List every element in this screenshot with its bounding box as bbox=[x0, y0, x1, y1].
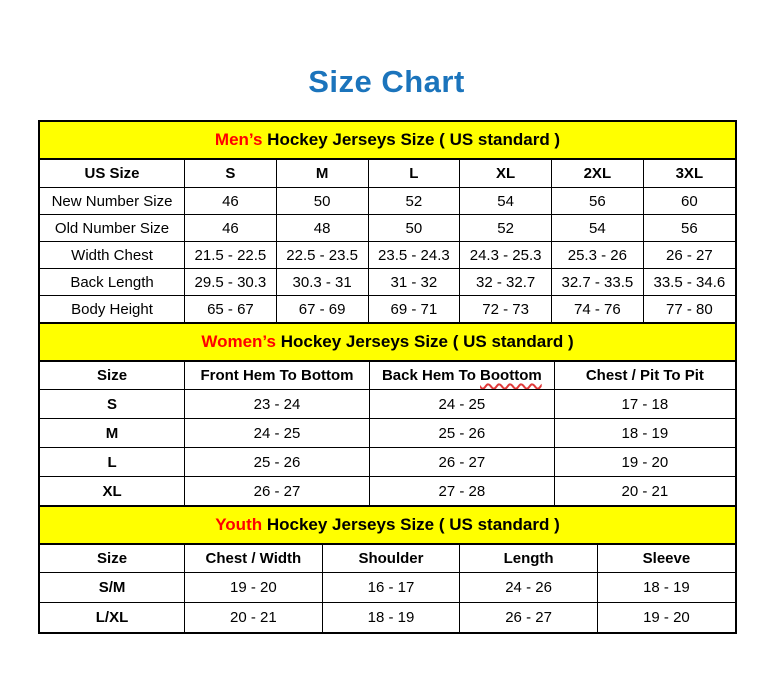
column-header: Size bbox=[40, 545, 185, 573]
size-value-cell: 24 - 25 bbox=[369, 390, 554, 419]
column-header: Back Hem To Boottom bbox=[369, 362, 554, 390]
table-row bbox=[40, 242, 735, 269]
size-chart-tables bbox=[38, 120, 737, 634]
size-value-cell: 54 bbox=[551, 215, 643, 242]
size-value-cell: 26 - 27 bbox=[460, 603, 598, 633]
table-row bbox=[40, 390, 735, 419]
size-value-cell: 74 - 76 bbox=[551, 296, 643, 323]
column-header: Chest / Pit To Pit bbox=[554, 362, 735, 390]
womens-size-table bbox=[40, 362, 735, 505]
size-value-cell: 19 - 20 bbox=[597, 603, 735, 633]
size-value-cell: 26 - 27 bbox=[185, 477, 370, 506]
size-value-cell: 29.5 - 30.3 bbox=[185, 269, 277, 296]
row-label: New Number Size bbox=[40, 188, 185, 215]
row-label: Old Number Size bbox=[40, 215, 185, 242]
youth-section-header bbox=[40, 505, 735, 545]
size-value-cell: 17 - 18 bbox=[554, 390, 735, 419]
size-value-cell: 52 bbox=[460, 215, 552, 242]
column-header: Length bbox=[460, 545, 598, 573]
column-header: Chest / Width bbox=[185, 545, 323, 573]
table-row bbox=[40, 419, 735, 448]
youth-section-title: Hockey Jerseys Size ( US standard ) bbox=[262, 515, 560, 534]
size-value-cell: 30.3 - 31 bbox=[276, 269, 368, 296]
womens-section-header bbox=[40, 322, 735, 362]
size-value-cell: 19 - 20 bbox=[185, 573, 323, 603]
size-value-cell: 25 - 26 bbox=[185, 448, 370, 477]
size-value-cell: 18 - 19 bbox=[322, 603, 460, 633]
mens-section-title: Hockey Jerseys Size ( US standard ) bbox=[262, 130, 561, 149]
size-value-cell: 48 bbox=[276, 215, 368, 242]
size-value-cell: 54 bbox=[460, 188, 552, 215]
size-value-cell: 24 - 25 bbox=[185, 419, 370, 448]
mens-size-table bbox=[40, 160, 735, 322]
column-header: Shoulder bbox=[322, 545, 460, 573]
size-value-cell: 50 bbox=[276, 188, 368, 215]
size-value-cell: 69 - 71 bbox=[368, 296, 460, 323]
row-label: S/M bbox=[40, 573, 185, 603]
size-value-cell: 67 - 69 bbox=[276, 296, 368, 323]
womens-header-row bbox=[40, 362, 735, 390]
table-row bbox=[40, 188, 735, 215]
row-label: S bbox=[40, 390, 185, 419]
column-header: US Size bbox=[40, 160, 185, 188]
table-row bbox=[40, 296, 735, 323]
column-header: Front Hem To Bottom bbox=[185, 362, 370, 390]
size-value-cell: 20 - 21 bbox=[185, 603, 323, 633]
table-row bbox=[40, 448, 735, 477]
row-label: Width Chest bbox=[40, 242, 185, 269]
size-value-cell: 33.5 - 34.6 bbox=[643, 269, 735, 296]
womens-section-title: Hockey Jerseys Size ( US standard ) bbox=[275, 332, 574, 351]
size-value-cell: 16 - 17 bbox=[322, 573, 460, 603]
size-value-cell: 32 - 32.7 bbox=[460, 269, 552, 296]
size-value-cell: 52 bbox=[368, 188, 460, 215]
size-value-cell: 27 - 28 bbox=[369, 477, 554, 506]
mens-section-highlight: Men’s bbox=[214, 130, 263, 149]
size-value-cell: 18 - 19 bbox=[554, 419, 735, 448]
size-value-cell: 20 - 21 bbox=[554, 477, 735, 506]
mens-section-header bbox=[40, 122, 735, 160]
column-header: S bbox=[185, 160, 277, 188]
page-title: Size Chart bbox=[308, 64, 465, 99]
size-value-cell: 26 - 27 bbox=[643, 242, 735, 269]
size-value-cell: 46 bbox=[185, 215, 277, 242]
size-value-cell: 32.7 - 33.5 bbox=[551, 269, 643, 296]
table-row bbox=[40, 477, 735, 506]
size-value-cell: 21.5 - 22.5 bbox=[185, 242, 277, 269]
table-row bbox=[40, 215, 735, 242]
misspelled-word: Boottom bbox=[480, 367, 542, 384]
youth-section-highlight: Youth bbox=[215, 515, 263, 534]
column-header: XL bbox=[460, 160, 552, 188]
womens-section-highlight: Women’s bbox=[201, 332, 276, 351]
column-header: 2XL bbox=[551, 160, 643, 188]
row-label: L bbox=[40, 448, 185, 477]
size-value-cell: 22.5 - 23.5 bbox=[276, 242, 368, 269]
size-value-cell: 23.5 - 24.3 bbox=[368, 242, 460, 269]
size-value-cell: 23 - 24 bbox=[185, 390, 370, 419]
size-value-cell: 77 - 80 bbox=[643, 296, 735, 323]
size-value-cell: 24 - 26 bbox=[460, 573, 598, 603]
row-label: L/XL bbox=[40, 603, 185, 633]
mens-header-row bbox=[40, 160, 735, 188]
size-value-cell: 65 - 67 bbox=[185, 296, 277, 323]
youth-header-row bbox=[40, 545, 735, 573]
column-header: Size bbox=[40, 362, 185, 390]
size-value-cell: 19 - 20 bbox=[554, 448, 735, 477]
size-value-cell: 46 bbox=[185, 188, 277, 215]
row-label: Back Length bbox=[40, 269, 185, 296]
size-value-cell: 56 bbox=[551, 188, 643, 215]
table-row bbox=[40, 269, 735, 296]
size-value-cell: 50 bbox=[368, 215, 460, 242]
size-value-cell: 31 - 32 bbox=[368, 269, 460, 296]
column-header: Sleeve bbox=[597, 545, 735, 573]
size-value-cell: 24.3 - 25.3 bbox=[460, 242, 552, 269]
column-header: L bbox=[368, 160, 460, 188]
table-row bbox=[40, 603, 735, 633]
table-row bbox=[40, 573, 735, 603]
column-header: 3XL bbox=[643, 160, 735, 188]
size-value-cell: 25 - 26 bbox=[369, 419, 554, 448]
column-header: M bbox=[276, 160, 368, 188]
size-value-cell: 26 - 27 bbox=[369, 448, 554, 477]
size-value-cell: 25.3 - 26 bbox=[551, 242, 643, 269]
size-value-cell: 18 - 19 bbox=[597, 573, 735, 603]
size-value-cell: 56 bbox=[643, 215, 735, 242]
row-label: M bbox=[40, 419, 185, 448]
youth-size-table bbox=[40, 545, 735, 632]
size-value-cell: 72 - 73 bbox=[460, 296, 552, 323]
size-value-cell: 60 bbox=[643, 188, 735, 215]
row-label: XL bbox=[40, 477, 185, 506]
row-label: Body Height bbox=[40, 296, 185, 323]
